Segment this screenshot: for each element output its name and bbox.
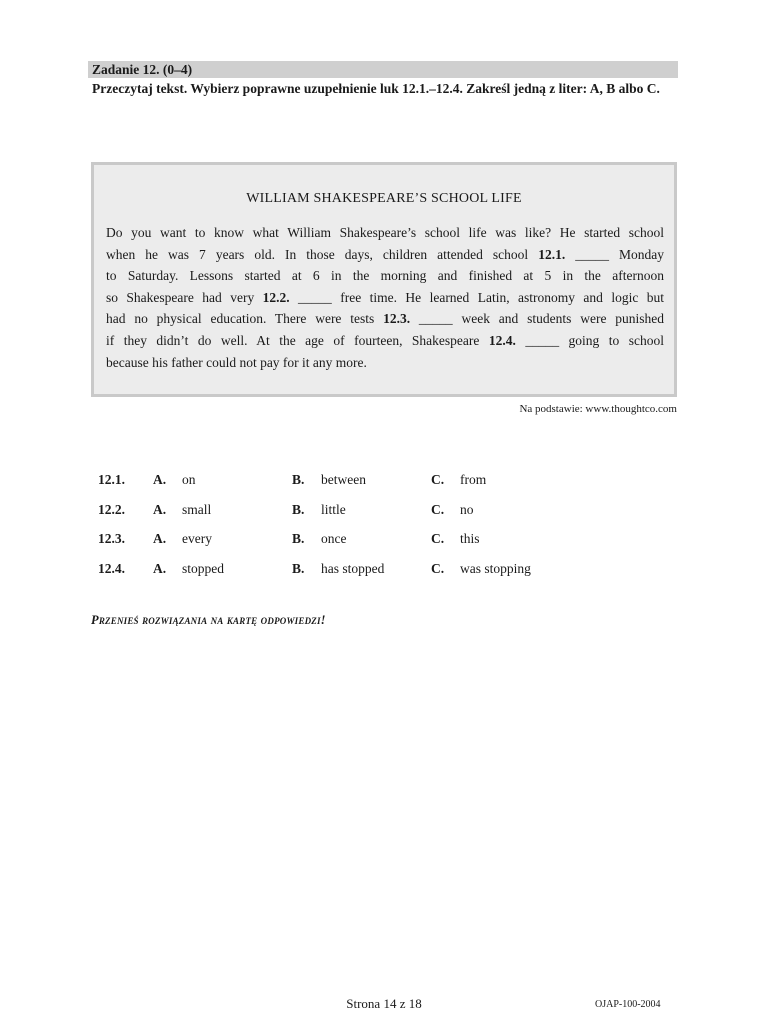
page-number: Strona 14 z 18 xyxy=(346,996,422,1011)
source-note: Na podstawie: www.thoughtco.com xyxy=(519,403,677,415)
question-number: 12.1. xyxy=(98,472,125,487)
option-b-letter[interactable]: B. xyxy=(292,531,305,546)
option-b-text: between xyxy=(321,472,366,487)
option-b-letter[interactable]: B. xyxy=(292,472,305,487)
option-b-text: once xyxy=(321,531,347,546)
gap-label: 12.1. xyxy=(538,246,566,262)
passage-line: because his father could not pay for it any more. xyxy=(106,354,367,370)
option-c-text: no xyxy=(460,501,474,517)
passage-text xyxy=(106,222,664,373)
question-row xyxy=(98,561,578,591)
question-row xyxy=(98,531,578,561)
task-instruction: Przeczytaj tekst. Wybierz poprawne uzupełnienie luk 12.1.–12.4. Zakreśl jedną z liter: A, B albo C. xyxy=(92,81,660,96)
option-c-letter[interactable]: C. xyxy=(431,560,445,576)
task-title: Zadanie 12. (0–4) xyxy=(92,62,193,77)
option-c-letter[interactable]: C. xyxy=(431,501,445,517)
task-header xyxy=(88,61,678,78)
option-a-text: every xyxy=(182,531,212,546)
option-a-text: on xyxy=(182,472,196,487)
passage-line: so Shakespeare had very 12.2. _____ free time. He learned Latin, astronomy and logic but xyxy=(106,289,664,305)
gap-label: 12.2. xyxy=(262,289,290,305)
passage-line: to Saturday. Lessons started at 6 in the morning and finished at 5 in the afternoon xyxy=(106,268,664,284)
option-a-letter[interactable]: A. xyxy=(153,501,167,517)
exam-code: OJAP-100-2004 xyxy=(595,999,661,1010)
passage-line: Do you want to know what William Shakespeare’s school life was like? He started school xyxy=(106,225,664,240)
question-row xyxy=(98,472,578,502)
passage-line: when he was 7 years old. In those days, children attended school 12.1. _____ Monday xyxy=(106,246,664,262)
option-a-letter[interactable]: A. xyxy=(153,531,167,546)
option-c-text: was stopping xyxy=(460,560,531,576)
question-number: 12.2. xyxy=(98,501,125,517)
option-b-text: little xyxy=(321,501,346,517)
option-a-letter[interactable]: A. xyxy=(153,560,167,576)
option-c-text: this xyxy=(460,531,480,546)
option-a-letter[interactable]: A. xyxy=(153,472,167,487)
option-c-letter[interactable]: C. xyxy=(431,531,445,546)
passage-box xyxy=(91,162,677,397)
option-a-text: small xyxy=(182,501,212,517)
transfer-note: Przenieś rozwiązania na kartę odpowiedzi! xyxy=(91,613,326,627)
gap-label: 12.4. xyxy=(488,332,516,348)
passage-title: WILLIAM SHAKESPEARE’S SCHOOL LIFE xyxy=(246,191,522,206)
question-number: 12.3. xyxy=(98,531,125,546)
gap-label: 12.3. xyxy=(383,311,411,327)
answer-options xyxy=(98,472,578,590)
option-b-letter[interactable]: B. xyxy=(292,501,305,517)
option-a-text: stopped xyxy=(182,560,224,576)
option-b-letter[interactable]: B. xyxy=(292,560,305,576)
question-number: 12.4. xyxy=(98,560,125,576)
passage-line: if they didn’t do well. At the age of fourteen, Shakespeare 12.4. _____ going to school xyxy=(106,332,664,348)
question-row xyxy=(98,502,578,532)
option-b-text: has stopped xyxy=(321,560,385,576)
option-c-text: from xyxy=(460,472,487,487)
option-c-letter[interactable]: C. xyxy=(431,472,445,487)
passage-line: had no physical education. There were tests 12.3. _____ week and students were punished xyxy=(106,311,665,327)
